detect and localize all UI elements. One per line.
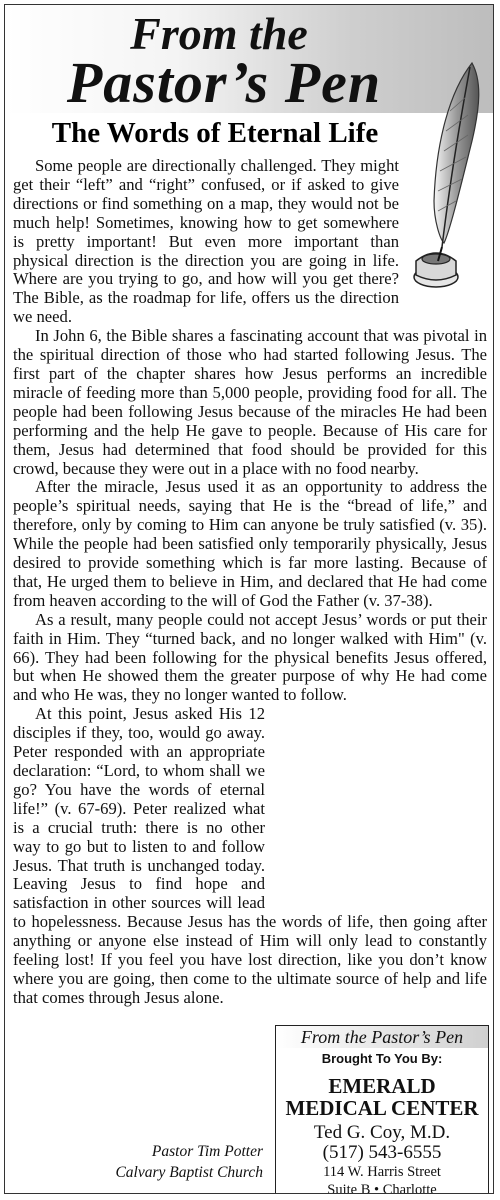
sponsor-name-line1: EMERALD (328, 1074, 436, 1098)
paragraph: In John 6, the Bible shares a fascinating account that was pivotal in the spiritual direction of those who had started following Jesus. The first part of the chapter shares how Jesus performs an incredible miracle of feeding more than 5,000 people, providing food for all. The people had been following Jesus because of the miracles He had been performing and the help He gave to people. Because of His care for them, Jesus had determined that food should be provided for this crowd, because they were out in a place with no food nearby. (13, 326, 487, 478)
paragraph: Some people are directionally challenged. They might get their “left” and “right” confused, or if asked to give directions or find something on a map, they would not be much help! Sometimes, knowing how to get somewhere is pretty important! But even more important than physical direction is the direction you are going in life. Where are you trying to go, and how will you get there? The Bible, as the roadmap for life, offers us the direction we need. (13, 156, 399, 327)
masthead-line1: From the (130, 8, 308, 59)
sponsor-name-line2: MEDICAL CENTER (285, 1096, 479, 1120)
paragraph: At this point, Jesus asked His 12 disciples if they, too, would go away. Peter responded with an appropriate declaration: “Lord, to whom shall we go? You have the words of eternal life!” (v. 67-69). Peter realized what is a crucial truth: there is no other way to go but to listen to and follow Jesus. That truth is unchanged today. Leaving Jesus to find hope and satisfaction in other sources will lead to hopelessness. Because Jesus has the words of life, then going after anything or anyone else instead of Him will only lead to constantly feeling lost! If you feel you have lost direction, like you don’t know where you are going, then come to the ultimate source of help and life that comes through Jesus alone. (13, 704, 487, 1007)
sponsor-phone: (517) 543-6555 (322, 1142, 442, 1163)
sponsor-subheader: Brought To You By: (321, 1051, 443, 1066)
signature-church: Calvary Baptist Church (115, 1164, 263, 1181)
paragraph: As a result, many people could not accept Jesus’ words or put their faith in Him. They “turned back, and no longer walked with Him" (v. 66). They had been following for the physical benefits Jesus offered, but when He showed them the greater purpose of why He had come and who He was, they no longer wanted to follow. (13, 609, 487, 705)
sponsor-address-line1: 114 W. Harris Street (323, 1164, 441, 1180)
column-frame (4, 4, 494, 1194)
paragraph: After the miracle, Jesus used it as an opportunity to address the people’s spiritual needs, saying that He is the “bread of life,” and therefore, only by coming to Him can anyone be truly satisfied (v. 35). While the people had been satisfied only temporarily physically, Jesus desired to provide something which is far more lasting. Because of that, He urged them to believe in Him, and declared that He had come from heaven according to the will of God the Father (v. 37-38). (13, 477, 487, 610)
sponsor-name (276, 1075, 488, 1119)
article-body (13, 157, 487, 1008)
sponsor-address-line2: Suite B • Charlotte (327, 1182, 437, 1194)
sponsor-doctor: Ted G. Coy, M.D. (313, 1122, 451, 1143)
signature (65, 1141, 263, 1183)
sponsor-header: From the Pastor’s Pen (276, 1026, 488, 1048)
sponsor-ad (275, 1025, 489, 1194)
article-title: The Words of Eternal Life (51, 117, 379, 149)
signature-author: Pastor Tim Potter (151, 1143, 263, 1160)
masthead-line2: Pastor’s Pen (66, 50, 382, 115)
